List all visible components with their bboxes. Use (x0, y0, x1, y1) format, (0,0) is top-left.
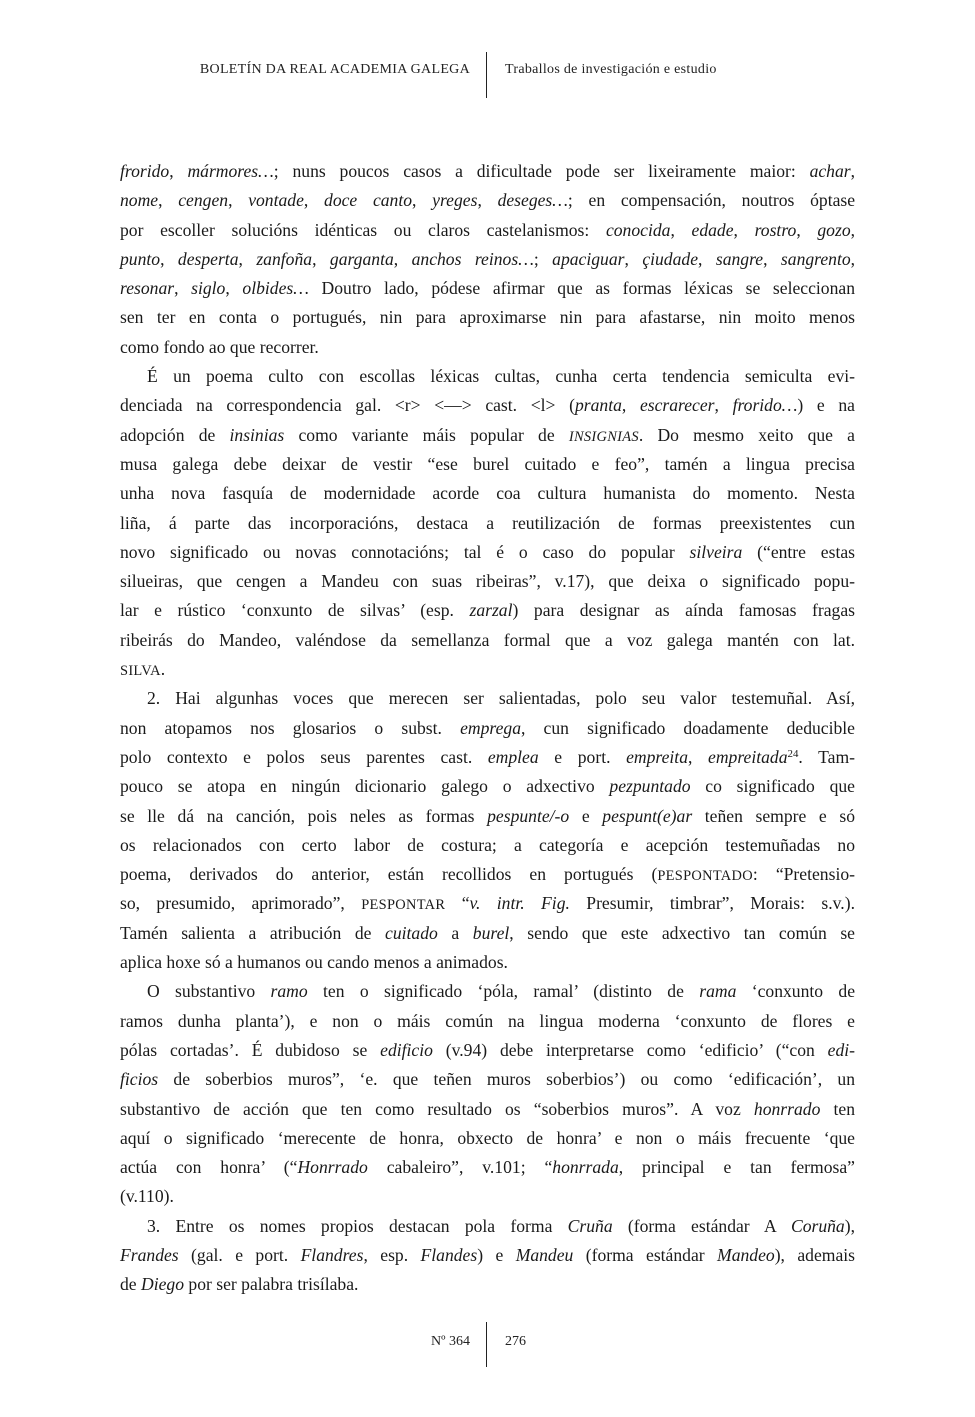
text-line (120, 1153, 855, 1182)
text-span: lar e rústico ‘conxunto de silvas’ (esp. (120, 600, 470, 621)
text-span: pezpuntado (609, 776, 691, 797)
text-span: ) e (477, 1244, 516, 1265)
text-span: garganta (329, 248, 394, 269)
text-line (120, 831, 855, 860)
text-span: ), (844, 1215, 855, 1236)
text-span: ten o significado ‘póla, ramal’ (distinto de (307, 981, 700, 1002)
text-span: ficios (120, 1069, 159, 1090)
text-span: doce canto (324, 190, 413, 211)
text-span: çiudade (642, 248, 699, 269)
text-span: desperta (177, 248, 239, 269)
text-span: nome (120, 190, 159, 211)
text-line (120, 1124, 855, 1153)
text-span: , (169, 161, 188, 181)
text-span: , (763, 248, 781, 269)
text-span: Mandeu (515, 1244, 574, 1265)
text-span: Honrrado (297, 1157, 368, 1178)
text-line (120, 802, 855, 831)
text-line (120, 1036, 855, 1065)
text-span: , (160, 248, 178, 269)
text-span: achar (809, 161, 851, 181)
text-span: “ (445, 893, 470, 914)
text-span: cuitado (385, 922, 438, 943)
text-span: zarzal (469, 600, 513, 621)
text-span: Presumir, timbrar”, Morais: s.v.). (569, 893, 855, 914)
text-line (120, 245, 855, 274)
text-span: (forma estándar (573, 1244, 718, 1265)
text-span: insinias (229, 424, 285, 445)
text-span: , (714, 395, 733, 416)
text-span: aquí o significado ‘merecente de honra, obxecto de honra’ e non o máis frecuente ‘que (120, 1127, 855, 1148)
text-span: burel (472, 922, 510, 943)
text-line (120, 655, 855, 684)
text-line (120, 1065, 855, 1094)
text-span: , (850, 161, 856, 181)
text-span: , (624, 248, 643, 269)
issue-number: Nº 364 (431, 1334, 470, 1349)
text-span: ), ademais (774, 1244, 856, 1265)
text-line (120, 274, 855, 303)
text-span: polo contexto e polos seus parentes cast. (120, 746, 488, 767)
text-span: : “Pretensio- (752, 864, 855, 885)
text-span: PESPONTAR (361, 897, 446, 914)
text-span: denciada na correspondencia gal. <r> <—> cast. <l> ( (120, 395, 575, 416)
text-span: so, presumido, aprimorado”, (120, 893, 362, 914)
footer-divider (486, 1322, 487, 1367)
text-line (120, 479, 855, 508)
text-span: a (437, 922, 473, 943)
text-span: , (412, 190, 433, 211)
text-span: empreitada (708, 746, 788, 767)
header-divider (486, 52, 487, 98)
text-line (120, 860, 855, 889)
text-span: empreita (626, 746, 688, 767)
paragraph (120, 977, 855, 1211)
text-span: ; nuns poucos casos a dificultade pode ser lixeiramente maior: (273, 161, 810, 181)
paragraph (120, 684, 855, 977)
text-line (120, 743, 855, 772)
text-span: honrrada (552, 1157, 619, 1178)
text-span: sangrento (780, 248, 851, 269)
text-span: SILVA (120, 663, 161, 680)
text-line (120, 216, 855, 245)
text-span: teñen sempre e só (692, 805, 856, 826)
text-span: Diego (141, 1274, 185, 1295)
text-line (120, 626, 855, 655)
text-span: , cun significado doadamente deducible (521, 717, 855, 738)
text-span: , (312, 248, 330, 269)
text-span: sangre (715, 248, 764, 269)
text-span: É un poema culto con escollas léxicas cultas, cunha certa tendencia semiculta evi- (147, 366, 855, 387)
text-line (120, 391, 855, 420)
text-line (120, 1182, 855, 1211)
text-span: pespunt(e)ar (602, 805, 693, 826)
text-span: ) e na (797, 395, 855, 416)
text-line (120, 303, 855, 332)
text-line (120, 186, 855, 215)
text-span: Tamén salienta a atribución de (120, 922, 386, 943)
text-line (120, 1007, 855, 1036)
text-line (120, 919, 855, 948)
paragraph (120, 157, 855, 362)
text-span: pólas cortadas’. É dubidoso se (120, 1039, 381, 1060)
text-span: emplea (487, 746, 539, 767)
text-span: . Tam- (798, 746, 856, 767)
text-span: deseges… (497, 190, 568, 211)
text-span: Mandeo (717, 1244, 775, 1265)
text-span: , sendo que este adxectivo tan común se (509, 922, 855, 943)
text-span: honrrado (753, 1098, 821, 1119)
text-span: , (698, 248, 716, 269)
text-span: frorido… (732, 395, 798, 416)
text-span: e port. (538, 746, 627, 767)
text-span: co significado que (690, 776, 855, 797)
text-span: ribeirás do Mandeo, valéndose da semellanza formal que a voz galega mantén con lat. (120, 629, 855, 650)
text-span: edade (691, 219, 734, 240)
text-span: edi- (827, 1039, 855, 1060)
text-span: liña, á parte das incorporacións, destaca a reutilización de formas preexistentes cun (120, 512, 855, 533)
text-span: silueiras, que cengen a Mandeu con suas ribeiras”, v.17), que deixa o significado popu- (120, 571, 855, 592)
text-span: INSIGNIAS (568, 428, 639, 445)
text-span: PESPONTADO (657, 868, 753, 885)
paragraph (120, 1212, 855, 1300)
text-span: sen ter en conta o portugués, nin para aproximarse nin para afastarse, nin moito menos (120, 307, 855, 328)
text-span: , (158, 190, 179, 211)
text-span: v. intr. Fig. (469, 893, 570, 914)
text-span: rostro (754, 219, 797, 240)
text-line (120, 772, 855, 801)
text-span: zanfoña (256, 248, 313, 269)
text-span: novo significado ou novas connotacións; tal é o caso do popular (120, 541, 690, 562)
text-span: , principal e tan fermosa” (618, 1157, 855, 1178)
text-span: Frandes (120, 1244, 179, 1265)
text-span: apaciguar (552, 248, 625, 269)
text-span: (“entre estas (742, 541, 855, 562)
text-span: pouco se atopa en ningún dicionario galego o adxectivo (120, 776, 610, 797)
text-span: olbides… (242, 278, 309, 299)
text-span: siglo (191, 278, 226, 299)
text-span: (gal. e port. (178, 1244, 301, 1265)
page-number: 276 (505, 1334, 526, 1349)
text-span: conocida (605, 219, 671, 240)
text-line (120, 1212, 855, 1241)
text-span: , esp. (363, 1244, 421, 1265)
text-span: , (796, 219, 818, 240)
text-span: , (303, 190, 325, 211)
text-line (120, 333, 855, 362)
text-span: por escoller solucións idénticas ou claros castelanismos: (120, 219, 606, 240)
text-span: silveira (689, 541, 743, 562)
text-span: (v.94) debe interpretarse como ‘edificio’ (“con (432, 1039, 828, 1060)
text-span: Cruña (567, 1215, 613, 1236)
text-span: , (228, 190, 249, 211)
text-span: se lle dá na canción, pois neles as formas (120, 805, 488, 826)
text-span: , (238, 248, 257, 269)
text-span: ‘conxunto de (736, 981, 856, 1002)
text-span: actúa con honra’ (“ (120, 1157, 298, 1178)
text-span: edificio (380, 1039, 433, 1060)
section-title: Traballos de investigación e estudio (505, 62, 717, 77)
journal-title: BOLETÍN DA REAL ACADEMIA GALEGA (199, 62, 470, 77)
text-span: , (477, 190, 498, 211)
article-body (120, 157, 855, 1300)
text-line (120, 1095, 855, 1124)
text-line (120, 509, 855, 538)
text-span: , (393, 248, 412, 269)
text-line (120, 977, 855, 1006)
footnote-ref[interactable]: 24 (787, 747, 799, 760)
text-span: ramo (270, 981, 308, 1002)
text-span: Doutro lado, pódese afirmar que as formas léxicas se seleccionan (308, 278, 855, 299)
text-span: , (670, 219, 692, 240)
text-span: vontade (248, 190, 304, 211)
text-span: rama (699, 981, 737, 1002)
text-span: como fondo ao que recorrer. (120, 336, 319, 357)
text-span: cengen (178, 190, 229, 211)
text-line (120, 948, 855, 977)
text-line (120, 450, 855, 479)
text-span: adopción de (120, 424, 230, 445)
text-span: yreges (432, 190, 478, 211)
text-line (120, 1241, 855, 1270)
text-span: ) para designar as aínda famosas fragas (512, 600, 855, 621)
text-span: ; en compensación, noutros óptase (567, 190, 856, 211)
text-span: mármores… (187, 161, 274, 181)
text-line (120, 567, 855, 596)
text-span: non atopamos nos glosarios o subst. (120, 717, 461, 738)
text-span: , (174, 278, 192, 299)
text-span: (forma estándar A (612, 1215, 791, 1236)
text-span: resonar (120, 278, 175, 299)
text-span: punto (120, 248, 161, 269)
text-span: gozo (817, 219, 851, 240)
text-span: 2. Hai algunhas voces que merecen ser salientadas, polo seu valor testemuñal. Así, (147, 688, 855, 709)
text-span: , (688, 746, 709, 767)
text-span: . (160, 659, 166, 680)
text-span: aplica hoxe só a humanos ou cando menos a animados. (120, 952, 508, 973)
text-span: (v.110). (120, 1186, 174, 1207)
text-span: unha nova fasquía de modernidade acorde coa cultura humanista do momento. Nesta (120, 483, 855, 504)
text-span: como variante máis popular de (284, 424, 569, 445)
text-span: poema, derivados do anterior, están recollidos en portugués ( (120, 864, 658, 885)
text-span: emprega (460, 717, 521, 738)
text-line (120, 684, 855, 713)
text-line (120, 1270, 855, 1299)
text-span: ; (533, 248, 553, 269)
text-span: frorido (120, 161, 170, 181)
text-span: e (569, 805, 603, 826)
text-span: O substantivo (147, 981, 271, 1002)
paragraph (120, 362, 855, 684)
text-span: escrarecer (639, 395, 715, 416)
text-span: anchos reinos… (411, 248, 534, 269)
text-span: , (850, 219, 856, 240)
text-line (120, 157, 855, 186)
text-line (120, 362, 855, 391)
text-span: Flandes (420, 1244, 478, 1265)
text-span: ramos dunha planta’), e non o máis común na lingua moderna ‘conxunto de flores e (120, 1010, 855, 1031)
text-span: cabaleiro”, v.101; “ (367, 1157, 553, 1178)
text-span: , (850, 248, 856, 269)
text-span: Flandres (300, 1244, 364, 1265)
text-span: ten (820, 1098, 855, 1119)
text-span: , (225, 278, 243, 299)
text-line (120, 538, 855, 567)
text-span: pespunte/-o (487, 805, 570, 826)
text-span: substantivo de acción que ten como resultado os “soberbios muros”. A voz (120, 1098, 754, 1119)
text-span: 3. Entre os nomes propios destacan pola forma (147, 1215, 568, 1236)
text-span: de soberbios muros”, ‘e. que teñen muros soberbios’) ou como ‘edificación’, un (158, 1069, 855, 1090)
text-span: , (621, 395, 640, 416)
text-span: pranta (574, 395, 622, 416)
text-span: os relacionados con certo labor de costura; a categoría e acepción testemuñadas no (120, 834, 855, 855)
text-line (120, 889, 855, 918)
text-span: de (120, 1274, 142, 1295)
text-span: por ser palabra trisílaba. (184, 1274, 359, 1295)
text-span: Coruña (790, 1215, 845, 1236)
text-line (120, 421, 855, 450)
text-line (120, 714, 855, 743)
text-line (120, 596, 855, 625)
text-span: musa galega debe deixar de vestir “ese burel cuitado e feo”, tamén a lingua precisa (120, 453, 855, 474)
text-span: . Do mesmo xeito que a (638, 424, 855, 445)
text-span: , (733, 219, 755, 240)
